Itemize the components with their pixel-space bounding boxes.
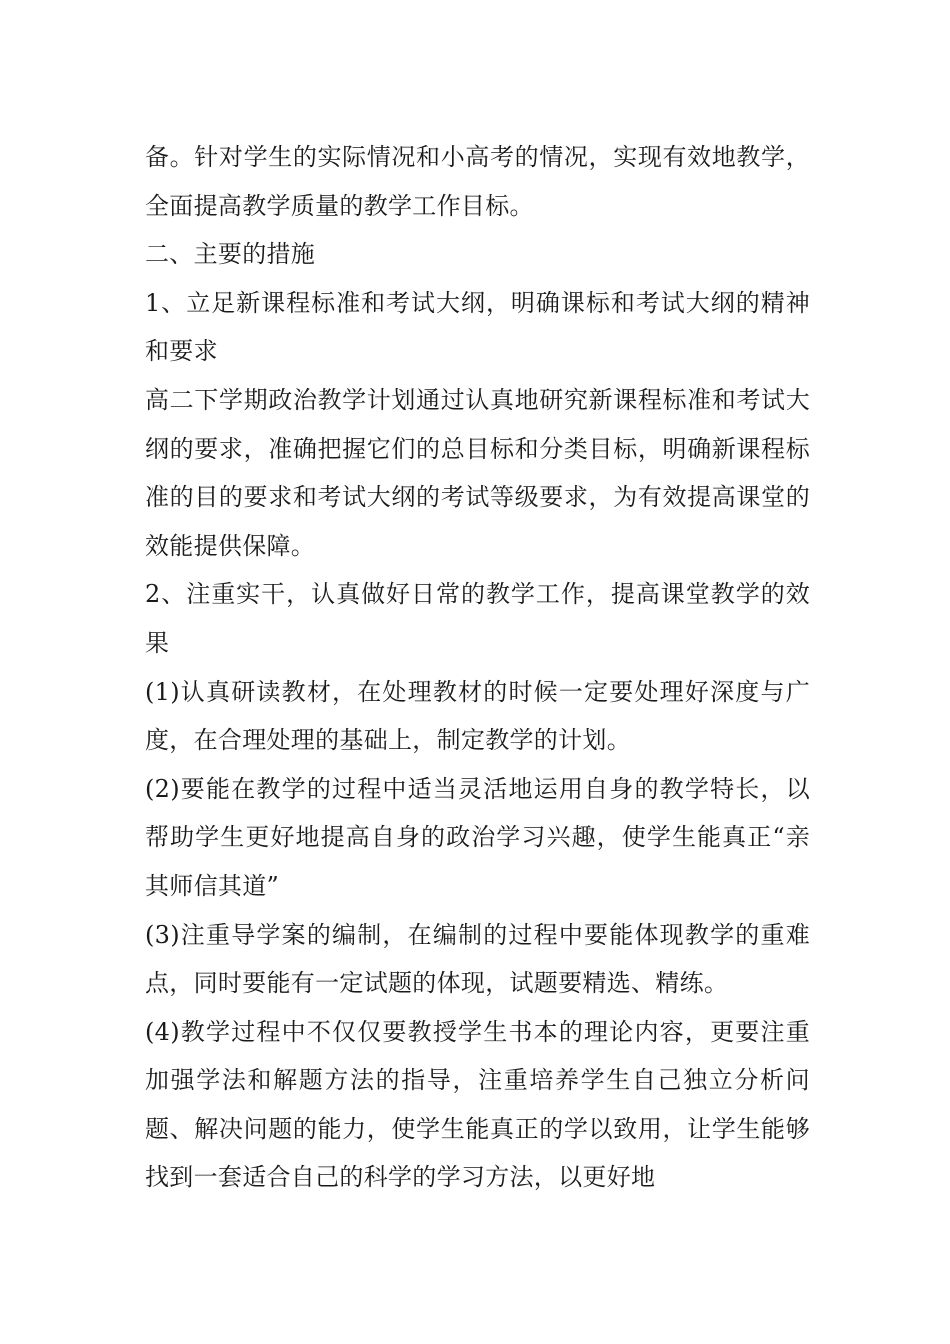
section-heading-main-measures: 二、主要的措施 bbox=[145, 240, 316, 269]
subheading-1: 1、立足新课程标准和考试大纲，明确课标和考试大纲的精神和要求 bbox=[145, 288, 810, 366]
list-item-3: (3)注重导学案的编制，在编制的过程中要能体现教学的重难点，同时要能有一定试题的体现，试题要精选、精练。 bbox=[145, 920, 810, 998]
list-item-2: (2)要能在教学的过程中适当灵活地运用自身的教学特长，以帮助学生更好地提高自身的政治学习兴趣，使学生能真正“亲其师信其道” bbox=[145, 774, 810, 900]
paragraph-curriculum-standards: 高二下学期政治教学计划通过认真地研究新课程标准和考试大纲的要求，准确把握它们的总目标和分类目标，明确新课程标准的目的要求和考试大纲的考试等级要求，为有效提高课堂的效能提供保障。 bbox=[145, 385, 810, 560]
document-body bbox=[145, 133, 810, 1202]
list-item-1: (1)认真研读教材，在处理教材的时候一定要处理好深度与广度，在合理处理的基础上，制定教学的计划。 bbox=[145, 677, 810, 755]
list-item-4: (4)教学过程中不仅仅要教授学生书本的理论内容，更要注重加强学法和解题方法的指导，注重培养学生自己独立分析问题、解决问题的能力，使学生能真正的学以致用，让学生能够找到一套适合自己的科学的学习方法，以更好地 bbox=[145, 1017, 810, 1192]
paragraph-continuation: 备。针对学生的实际情况和小高考的情况，实现有效地教学，全面提高教学质量的教学工作目标。 bbox=[145, 143, 810, 220]
subheading-2: 2、注重实干，认真做好日常的教学工作，提高课堂教学的效果 bbox=[145, 580, 810, 657]
